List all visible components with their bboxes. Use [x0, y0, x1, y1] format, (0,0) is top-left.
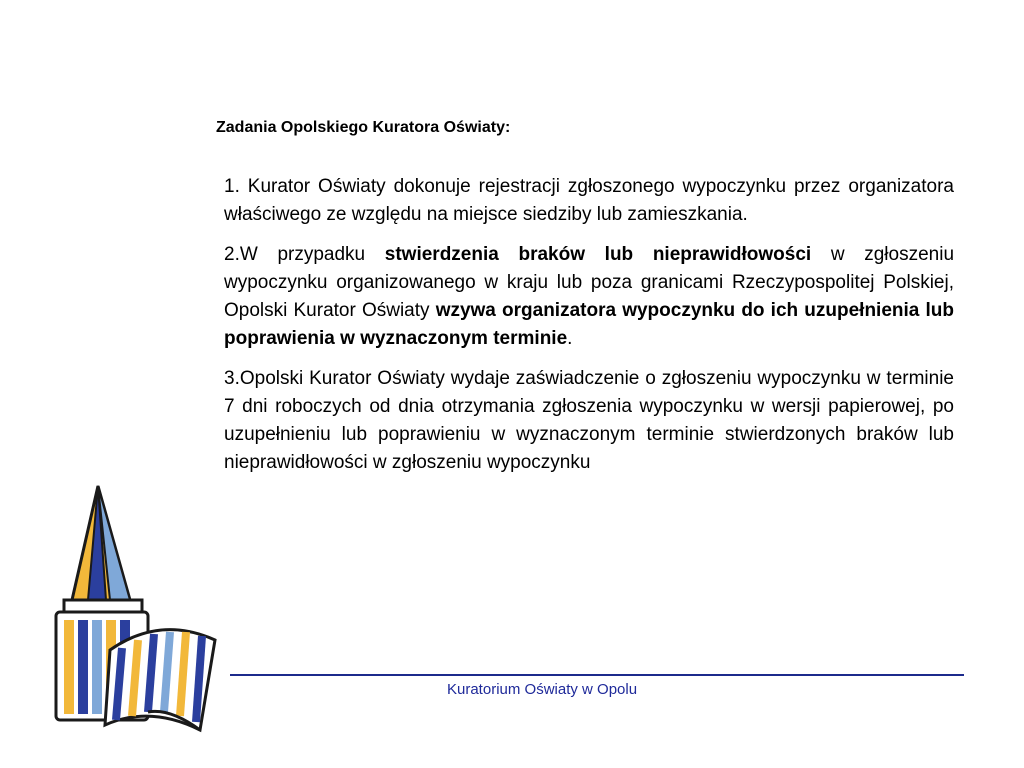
footer-text: Kuratorium Oświaty w Opolu — [447, 681, 638, 698]
footer-divider — [230, 674, 964, 676]
paragraph-2-text-c: . — [567, 328, 573, 349]
paragraph-2-text-b: w zgłoszeniu wypoczynku organizowanego w kraju lub poza granicami Rzeczypospolitej Polskiej, Opolski Kurator Oświaty — [224, 244, 955, 321]
paragraph-1: 1. Kurator Oświaty dokonuje rejestracji zgłoszonego wypoczynku przez organizatora właściwego ze względu na miejsce siedziby lub zamieszkania. — [224, 176, 954, 225]
paragraph-2-text-a: 2.W przypadku — [224, 244, 385, 265]
kuratorium-logo — [50, 480, 225, 740]
slide-heading: Zadania Opolskiego Kuratora Oświaty: — [216, 119, 511, 136]
paragraph-2 — [224, 241, 954, 353]
paragraph-2-bold-b: wzywa organizatora wypoczynku do ich uzupełnienia lub poprawienia w wyznaczonym terminie — [224, 300, 954, 349]
paragraph-2-bold-a: stwierdzenia braków lub nieprawidłowości — [384, 244, 812, 265]
slide-content — [224, 173, 954, 489]
paragraph-3: 3.Opolski Kurator Oświaty wydaje zaświadczenie o zgłoszeniu wypoczynku w terminie 7 dni roboczych od dnia otrzymania zgłoszenia wypoczynku w wersji papierowej, po uzupełnieniu lub poprawieniu w wyznaczonym terminie stwierdzonych braków lub nieprawidłowości w zgłoszeniu wypoczynku — [224, 368, 954, 473]
